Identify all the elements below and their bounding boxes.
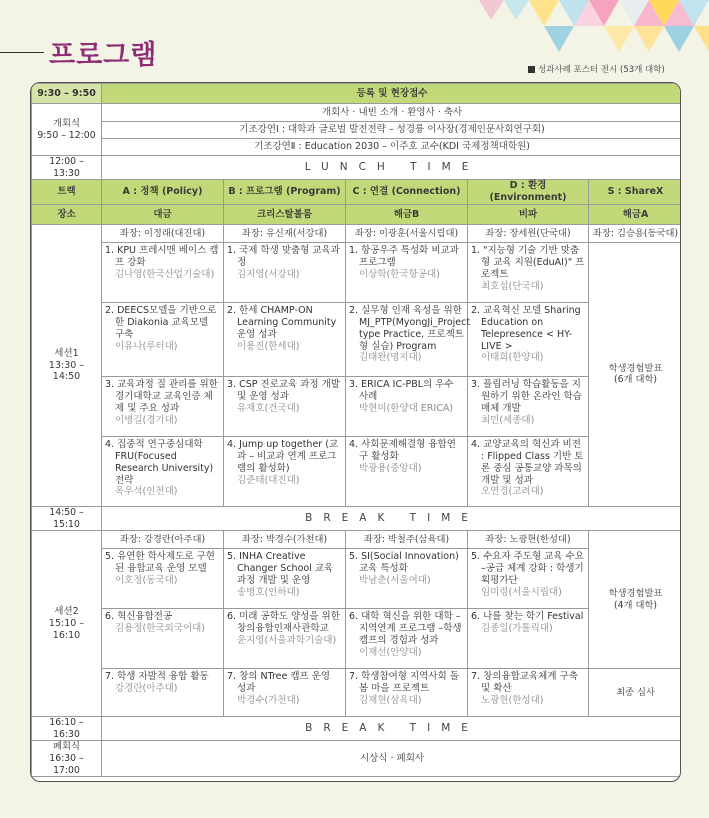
session-item [102,549,224,609]
session1-time: 13:30 – 14:50 [48,359,85,383]
program-item [105,377,220,427]
program-item [471,549,585,599]
closing-label: 폐회식 [53,741,80,753]
closing-text: 시상식 · 폐회사 [102,741,682,777]
item-title: 6. 나를 찾는 학기 Festival [471,611,584,623]
program-table [30,82,681,782]
session-item [224,669,346,717]
session2-time: 15:10 – 16:10 [48,617,85,641]
item-title: 1. 국제 학생 맞춤형 교육과정 [227,244,340,268]
lunch-time: 12:00 – 13:30 [32,156,102,180]
session-item [102,609,224,669]
opening-cell [32,104,102,156]
item-presenter: 이상학(한국항공대) [359,268,440,280]
item-title: 4. 집중적 연구중심대학 FRU(Focused Research University) 전략 [105,438,214,486]
place-c: 해금B [346,204,468,224]
chair-d1: 좌장: 장세원(단국대) [468,224,589,242]
break1-time: 14:50 – 15:10 [32,506,102,530]
triangle-decoration [409,0,709,58]
place-b: 크리스탈볼룸 [224,204,346,224]
track-s: S : ShareX [589,180,682,205]
program-item [105,609,220,635]
item-title: 5. 수요자 주도형 교육 수요 –공급 체계 강화 : 학생기획평가단 [471,551,584,586]
session-item [468,549,589,609]
item-title: 3. 교육과정 질 관리를 위한 경기대학교 교육인증 체제 및 주요 성과 [105,378,218,414]
item-title: 4. 교양교육의 혁신과 비전 : Flipped Class 기반 토론 중심 공통교양 과목의 개발 및 성과 [471,438,584,486]
session-item [346,436,468,506]
item-presenter: 최호섭(단국대) [481,280,544,292]
chair-a1: 좌장: 이정래(대진대) [102,224,224,242]
session-item [224,242,346,302]
program-item [227,549,342,599]
opening-time: 9:50 – 12:00 [37,129,96,141]
session-item [224,609,346,669]
item-presenter: 임미령(서울시립대) [481,586,562,598]
session-item [102,436,224,506]
poster-note [528,63,665,75]
program-item [349,669,464,707]
square-bullet-icon [528,66,535,73]
session-item [102,302,224,376]
session-item [224,549,346,609]
program-item [349,377,464,415]
place-label: 장소 [32,204,102,224]
item-presenter: 김용정(한국외국어대) [115,623,206,635]
item-title: 2. 실무형 인재 육성을 위한 MJ_PTP(MyongJi_Project type Practice, 프로젝트형 실습) Program [349,304,471,352]
page-title: 프로그램 [49,40,158,71]
share1: 학생경험발표 (6개 대학) [589,242,682,506]
item-title: 7. 학생참여형 지역사회 돌봄 마을 프로젝트 [349,671,459,695]
item-presenter: 유재호(건국대) [237,402,300,414]
program-item [227,609,342,647]
item-presenter: 윤지영(서울과학기술대) [237,634,337,646]
item-presenter: 이호정(동국대) [115,574,178,586]
item-presenter: 옥우석(인천대) [115,486,178,498]
item-title: 4. Jump up together (교과 – 비교과 연계 프로그램의 활성화) [227,438,339,474]
item-title: 6. 대학 혁신을 위한 대학 –지역연계 프로그램 –학생 캠프의 경험과 성과 [349,611,462,646]
share2: 학생경험발표 (4개 대학) [589,531,682,669]
item-presenter: 이재선(안양대) [359,646,422,658]
chair-b2: 좌장: 박경수(가천대) [224,531,346,549]
closing-time: 16:30 – 17:00 [49,753,84,776]
final-review: 최종 심사 [589,669,682,717]
session-item [224,376,346,436]
session-item [224,302,346,376]
program-item [105,243,220,281]
program-item [471,609,585,635]
session2-label: 세션2 [54,605,79,617]
program-item [471,669,585,707]
track-c: C : 연결 (Connection) [346,180,468,205]
poster-note-text: 성과사례 포스터 전시 (53개 대학) [538,65,665,75]
place-d: 비파 [468,204,589,224]
session1-cell [32,224,102,506]
session-item [346,242,468,302]
program-item [227,437,342,487]
item-title: 7. 학생 자발적 융합 활동 [105,671,209,683]
program-item [105,437,220,498]
item-title: 2. 교육혁신 모델 Sharing Education on Telepresence < HY-LIVE > [471,304,581,352]
program-item [105,669,220,695]
title-rule [0,52,44,53]
program-item [227,303,342,353]
chair-c2: 좌장: 박철주(삼육대) [346,531,468,549]
opening-2: 기조강연Ⅰ : 대학과 글로벌 발전전략 – 성경륭 이사장(경제인문사회연구회) [102,122,682,139]
program-item [471,377,585,427]
item-presenter: 김준태(대진대) [237,474,300,486]
track-b: B : 프로그램 (Program) [224,180,346,205]
item-presenter: 강경란(아주대) [115,683,178,695]
item-presenter: 최민(세종대) [481,414,535,426]
item-title: 1. 항공우주 특성화 비교과 프로그램 [349,244,459,268]
program-item [471,437,585,498]
item-presenter: 박현미(한양대 ERICA) [359,402,454,414]
session-item [102,669,224,717]
item-presenter: 박경수(가천대) [237,694,300,706]
item-title: 7. 창의 NTree 캠프 운영 성과 [227,671,331,695]
program-item [471,243,585,293]
program-item [227,377,342,415]
session1-label: 세션1 [54,347,79,359]
program-item [349,303,471,364]
program-item [227,669,342,707]
program-item [105,303,220,353]
chair-a2: 좌장: 강경란(아주대) [102,531,224,549]
program-item [349,609,464,659]
item-title: 3. ERICA IC-PBL의 우수 사례 [349,378,454,402]
session-item [468,376,589,436]
session-item [468,242,589,302]
session-item [346,376,468,436]
item-title: 1. KPU 프레시맨 베이스 캠프 강화 [105,244,219,268]
session-item [468,302,589,376]
item-presenter: 김지영(서강대) [237,268,300,280]
program-item [349,243,464,281]
program-item [105,549,220,587]
track-a: A : 정책 (Policy) [102,180,224,205]
item-title: 4. 사회문제해결형 융합연구 활성화 [349,438,456,462]
item-presenter: 김종일(가톨릭대) [481,623,553,635]
item-presenter: 이용진(한세대) [237,340,300,352]
track-label: 트랙 [32,180,102,205]
item-presenter: 송병호(인하대) [237,586,300,598]
item-title: 5. 유연한 학사제도로 구현된 융합교육 운영 모델 [105,551,215,575]
item-title: 6. 미래 공학도 양성을 위한 창의융합인재사관학교 [227,611,340,635]
item-presenter: 이병길(경기대) [115,414,178,426]
item-title: 3. 플립러닝 학습활동을 지원하기 위한 온라인 학습 매체 개발 [471,378,582,414]
opening-label: 개회식 [53,117,80,129]
session-item [346,549,468,609]
chair-c1: 좌장: 이광훈(서울시립대) [346,224,468,242]
opening-3: 기조강연Ⅱ : Education 2030 – 이주호 교수(KDI 국제정책대학원) [102,139,682,156]
item-presenter: 김태완(명지대) [359,352,422,364]
item-title: 1. "지능형 기술 기반 맞춤형 교육 지원(EduAI)" 프로젝트 [471,244,585,280]
item-title: 7. 창의융합교육체계 구축 및 확산 [471,671,578,695]
place-s: 해금A [589,204,682,224]
session-item [102,376,224,436]
opening-1: 개회사 · 내빈 소개 · 환영사 · 축사 [102,104,682,122]
item-presenter: 김나영(한국산업기술대) [115,268,215,280]
break2-time: 16:10 – 16:30 [32,717,102,741]
item-title: 6. 혁신융합전공 [105,611,173,623]
program-item [227,243,342,281]
break1-text: BREAK TIME [102,506,682,530]
reg-time: 9:30 – 9:50 [32,84,102,104]
program-item [349,437,464,475]
item-presenter: 박남춘(서울여대) [359,574,431,586]
reg-text: 등록 및 현장접수 [102,84,682,104]
chair-b1: 좌장: 유신재(서강대) [224,224,346,242]
session-item [468,609,589,669]
item-title: 3. CSP 진로교육 과정 개발 및 운영 성과 [227,378,340,402]
session2-cell [32,531,102,717]
item-title: 5. INHA Creative Changer School 교육과정 개발 및 운영 [227,551,334,586]
item-presenter: 이유나(루터대) [115,340,178,352]
session-item [346,302,471,376]
session-item [468,436,589,506]
place-a: 대금 [102,204,224,224]
program-item [349,549,464,587]
item-title: 2. DEECS모델을 기반으로 한 Diakonia 교육모델 구축 [105,304,217,340]
session-item [102,242,224,302]
item-presenter: 노광현(한성대) [481,694,544,706]
session-item [346,609,468,669]
break2-text: BREAK TIME [102,717,682,741]
item-presenter: 김재현(삼육대) [359,694,422,706]
item-presenter: 오연경(고려대) [481,486,544,498]
closing-cell [32,741,102,777]
session-item [224,436,346,506]
session-item [468,669,589,717]
item-presenter: 박광용(중앙대) [359,462,422,474]
item-title: 2. 한세 CHAMP-ON Learning Community 운영 성과 [227,304,337,340]
chair-s1: 좌장: 김승용(동국대) [589,224,682,242]
program-item [471,303,585,364]
lunch-text: LUNCH TIME [102,156,682,180]
item-title: 5. SI(Social Innovation) 교육 특성화 [349,551,459,575]
item-presenter: 이태희(한양대) [481,352,544,364]
session-item [346,669,468,717]
chair-d2: 좌장: 노광현(한성대) [468,531,589,549]
track-d: D : 환경 (Environment) [468,180,589,205]
